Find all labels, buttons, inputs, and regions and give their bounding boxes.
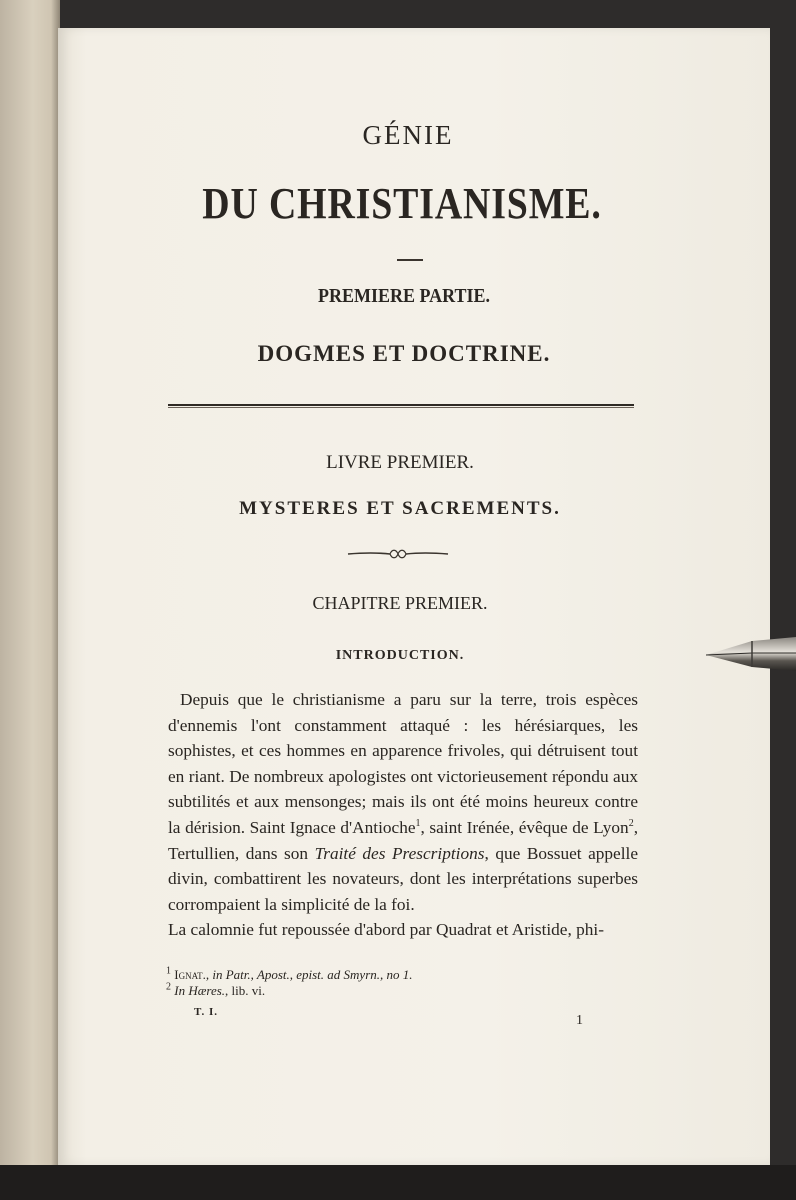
part-heading: PREMIERE PARTIE. — [317, 285, 491, 307]
title-line-2: DU CHRISTIANISME. — [202, 179, 602, 228]
book-title-italic: Traité des Prescriptions — [314, 843, 485, 863]
book-page — [58, 28, 770, 1165]
footnote-2 — [166, 983, 636, 999]
background-shadow — [0, 1165, 796, 1200]
paragraph-2: La calomnie fut repoussée d'abord par Quadrat et Aristide, phi- — [168, 920, 604, 940]
footnote-ref-1[interactable]: 1 — [415, 818, 421, 830]
paragraph-1-text-c: , Tertullien, dans son — [168, 817, 639, 863]
book-heading: LIVRE PREMIER. — [326, 452, 474, 473]
section-heading: INTRODUCTION. — [335, 648, 465, 663]
body-text — [168, 687, 638, 943]
chapter-heading: CHAPITRE PREMIER. — [312, 593, 488, 613]
title-dash — [397, 259, 423, 261]
footnote-1-author: Ignat. — [174, 967, 206, 982]
paragraph-1-text-b: , saint Irénée, évêque de Lyon — [420, 817, 629, 837]
double-rule-thin — [168, 407, 634, 408]
double-rule — [168, 404, 634, 406]
footnote-1-ref: , in Patr., Apost., epist. ad Smyrn., no 1. — [205, 967, 413, 982]
page-number: 1 — [576, 1013, 583, 1028]
footnote-2-work: In Hæres. — [174, 983, 226, 998]
paragraph-1 — [168, 687, 638, 917]
title-line-1: GÉNIE — [362, 120, 454, 150]
book-subtitle: MYSTERES ET SACREMENTS. — [239, 498, 561, 519]
paragraph-1-text-d: , que Bossuet appelle divin, combattirent les novateurs, dont les interprétations superbes corrompaient la simplicité de la foi. — [168, 843, 638, 914]
footnote-1 — [166, 967, 636, 983]
footnote-ref-2[interactable]: 2 — [628, 818, 634, 830]
footnote-2-number: 2 — [166, 981, 171, 993]
footnotes — [166, 967, 636, 999]
ornament-divider — [346, 547, 450, 561]
footnote-1-number: 1 — [166, 965, 171, 977]
footnote-2-ref: , lib. vi. — [225, 983, 266, 998]
signature-mark: T. I. — [194, 1006, 219, 1018]
part-subtitle: DOGMES ET DOCTRINE. — [257, 341, 551, 366]
pen-tip — [706, 633, 796, 675]
paragraph-1-text-a: Depuis que le christianisme a paru sur la terre, trois espèces d'ennemis l'ont constamment attaqué : les hérésiarques, les sophistes, et ces hommes en apparence frivoles, qui détruisent tout en riant. De nombreux apologistes ont victorieusement répondu aux subtilités et aux mensonges; mais ils ont été moins heureux contre la dérision. Saint Ignace d'Antioche — [168, 690, 638, 837]
